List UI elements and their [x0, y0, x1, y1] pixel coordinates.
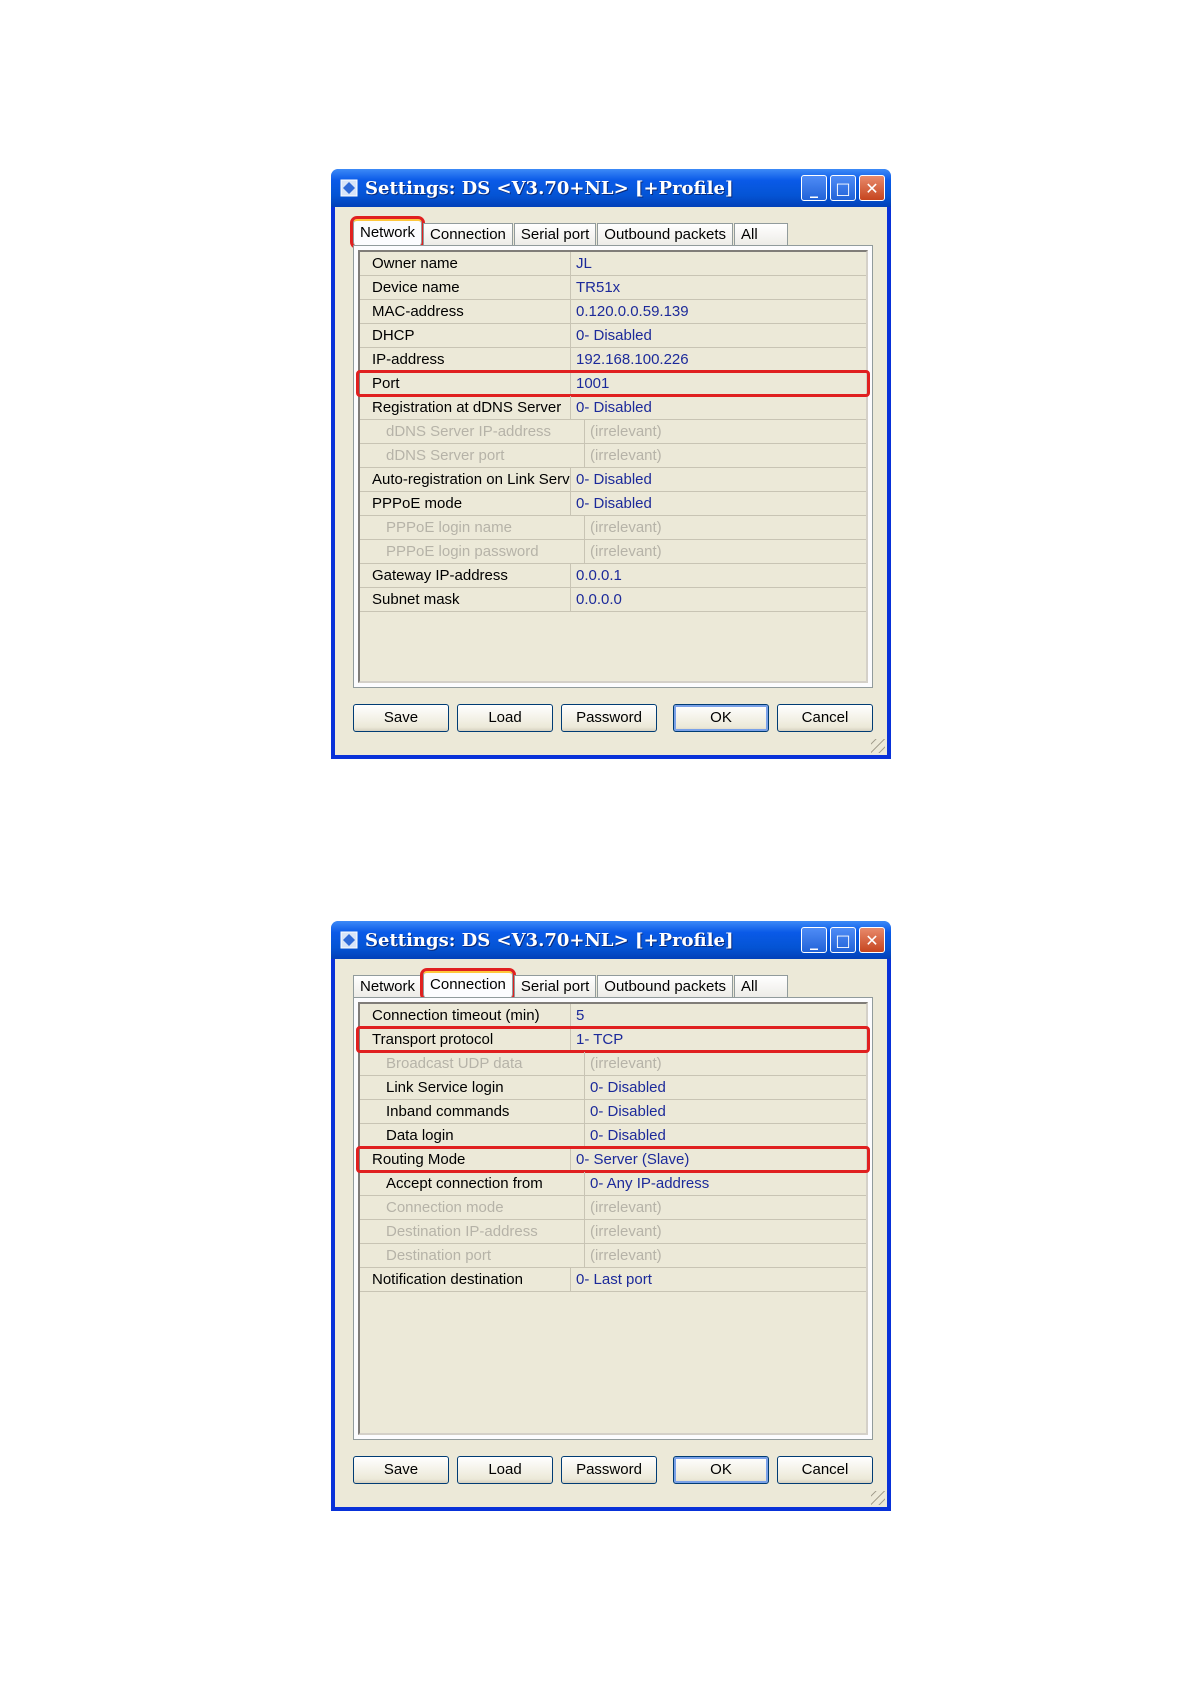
- property-value[interactable]: TR51x: [576, 279, 621, 296]
- tab-connection[interactable]: Connection: [423, 971, 513, 998]
- property-name: Auto-registration on Link Serv: [360, 468, 571, 491]
- settings-window-network: [331, 169, 891, 759]
- minimize-icon[interactable]: _: [801, 175, 827, 201]
- property-name: dDNS Server port: [360, 444, 585, 467]
- property-name: Owner name: [360, 252, 571, 275]
- property-row[interactable]: [360, 1100, 866, 1124]
- property-value: (irrelevant): [590, 1223, 662, 1240]
- maximize-icon[interactable]: □: [830, 175, 856, 201]
- load-button[interactable]: Load: [457, 1456, 553, 1484]
- property-value[interactable]: 5: [576, 1007, 585, 1024]
- tab-network[interactable]: Network: [353, 219, 422, 246]
- property-row-port[interactable]: [360, 372, 866, 396]
- property-name: Notification destination: [360, 1268, 571, 1291]
- property-name: Device name: [360, 276, 571, 299]
- window-title: Settings: DS <V3.70+NL> [+Profile]: [365, 929, 734, 951]
- property-value[interactable]: 0- Disabled: [576, 399, 652, 416]
- save-button[interactable]: Save: [353, 1456, 449, 1484]
- property-value[interactable]: 192.168.100.226: [576, 351, 689, 368]
- property-value: (irrelevant): [590, 447, 662, 464]
- app-icon: [339, 178, 359, 198]
- maximize-icon[interactable]: □: [830, 927, 856, 953]
- property-row[interactable]: [360, 396, 866, 420]
- property-value[interactable]: 0.0.0.1: [576, 567, 622, 584]
- property-name: Destination IP-address: [360, 1220, 585, 1243]
- property-name: DHCP: [360, 324, 571, 347]
- settings-window-connection: [331, 921, 891, 1511]
- property-name: Transport protocol: [360, 1028, 571, 1051]
- settings-panel: [353, 245, 873, 688]
- property-name: Inband commands: [360, 1100, 585, 1123]
- property-row[interactable]: [360, 588, 866, 612]
- property-row[interactable]: [360, 1124, 866, 1148]
- property-name: Broadcast UDP data: [360, 1052, 585, 1075]
- property-row: [360, 516, 866, 540]
- title-bar[interactable]: [331, 921, 891, 959]
- property-row[interactable]: [360, 1268, 866, 1292]
- property-value: (irrelevant): [590, 543, 662, 560]
- property-grid: [358, 250, 868, 683]
- property-name: MAC-address: [360, 300, 571, 323]
- cancel-button[interactable]: Cancel: [777, 704, 873, 732]
- tab-all[interactable]: All: [734, 223, 788, 246]
- property-name: Connection timeout (min): [360, 1004, 571, 1027]
- tab-strip: [353, 220, 789, 246]
- tab-connection[interactable]: Connection: [423, 223, 513, 246]
- app-icon: [339, 930, 359, 950]
- resize-grip-icon[interactable]: [871, 739, 885, 753]
- title-bar[interactable]: [331, 169, 891, 207]
- property-row[interactable]: [360, 252, 866, 276]
- button-bar: [353, 704, 873, 734]
- property-row[interactable]: [360, 468, 866, 492]
- property-value[interactable]: 0- Disabled: [576, 495, 652, 512]
- property-value[interactable]: 0- Any IP-address: [590, 1175, 710, 1192]
- property-row: [360, 1196, 866, 1220]
- property-name: Data login: [360, 1124, 585, 1147]
- property-row[interactable]: [360, 300, 866, 324]
- property-name: dDNS Server IP-address: [360, 420, 585, 443]
- property-value[interactable]: 1001: [576, 375, 610, 392]
- property-row: [360, 420, 866, 444]
- tab-serial-port[interactable]: Serial port: [514, 975, 596, 998]
- tab-serial-port[interactable]: Serial port: [514, 223, 596, 246]
- property-value: (irrelevant): [590, 1199, 662, 1216]
- property-value[interactable]: 0.0.0.0: [576, 591, 622, 608]
- property-row[interactable]: [360, 324, 866, 348]
- property-value: (irrelevant): [590, 1247, 662, 1264]
- settings-panel: [353, 997, 873, 1440]
- property-value: (irrelevant): [590, 423, 662, 440]
- property-row: [360, 444, 866, 468]
- close-icon[interactable]: ✕: [859, 927, 885, 953]
- property-name: Accept connection from: [360, 1172, 585, 1195]
- property-grid: [358, 1002, 868, 1435]
- button-bar: [353, 1456, 873, 1486]
- property-name: Connection mode: [360, 1196, 585, 1219]
- save-button[interactable]: Save: [353, 704, 449, 732]
- property-row: [360, 540, 866, 564]
- property-row[interactable]: [360, 564, 866, 588]
- property-value[interactable]: 0- Disabled: [576, 471, 652, 488]
- load-button[interactable]: Load: [457, 704, 553, 732]
- property-row: [360, 1220, 866, 1244]
- property-name: PPPoE mode: [360, 492, 571, 515]
- property-row: [360, 1052, 866, 1076]
- property-value: (irrelevant): [590, 1055, 662, 1072]
- minimize-icon[interactable]: _: [801, 927, 827, 953]
- property-value[interactable]: 0- Server (Slave): [576, 1151, 690, 1168]
- password-button[interactable]: Password: [561, 704, 657, 732]
- property-name: Port: [360, 372, 571, 395]
- property-name: PPPoE login password: [360, 540, 585, 563]
- property-name: IP-address: [360, 348, 571, 371]
- property-row[interactable]: [360, 276, 866, 300]
- property-row[interactable]: [360, 1076, 866, 1100]
- property-name: PPPoE login name: [360, 516, 585, 539]
- property-name: Routing Mode: [360, 1148, 571, 1171]
- property-name: Subnet mask: [360, 588, 571, 611]
- ok-button[interactable]: OK: [673, 1456, 769, 1484]
- property-row[interactable]: [360, 492, 866, 516]
- tab-outbound-packets[interactable]: Outbound packets: [597, 223, 733, 246]
- property-row: [360, 1244, 866, 1268]
- tab-outbound-packets[interactable]: Outbound packets: [597, 975, 733, 998]
- property-value[interactable]: 0- Disabled: [590, 1127, 666, 1144]
- property-value[interactable]: 1- TCP: [576, 1031, 624, 1048]
- property-name: Destination port: [360, 1244, 585, 1267]
- ok-button[interactable]: OK: [673, 704, 769, 732]
- tab-all[interactable]: All: [734, 975, 788, 998]
- property-value[interactable]: JL: [576, 255, 592, 272]
- property-value[interactable]: 0- Disabled: [590, 1103, 666, 1120]
- property-value: (irrelevant): [590, 519, 662, 536]
- cancel-button[interactable]: Cancel: [777, 1456, 873, 1484]
- property-value[interactable]: 0.120.0.0.59.139: [576, 303, 689, 320]
- property-row[interactable]: [360, 348, 866, 372]
- close-icon[interactable]: ✕: [859, 175, 885, 201]
- property-name: Gateway IP-address: [360, 564, 571, 587]
- property-row-transport-protocol[interactable]: [360, 1028, 866, 1052]
- property-value[interactable]: 0- Disabled: [576, 327, 652, 344]
- password-button[interactable]: Password: [561, 1456, 657, 1484]
- property-value[interactable]: 0- Disabled: [590, 1079, 666, 1096]
- property-name: Registration at dDNS Server: [360, 396, 571, 419]
- property-row-routing-mode[interactable]: [360, 1148, 866, 1172]
- window-title: Settings: DS <V3.70+NL> [+Profile]: [365, 177, 734, 199]
- property-name: Link Service login: [360, 1076, 585, 1099]
- property-row[interactable]: [360, 1172, 866, 1196]
- tab-strip: [353, 972, 789, 998]
- property-value[interactable]: 0- Last port: [576, 1271, 652, 1288]
- property-row[interactable]: [360, 1004, 866, 1028]
- tab-network[interactable]: Network: [353, 975, 422, 998]
- resize-grip-icon[interactable]: [871, 1491, 885, 1505]
